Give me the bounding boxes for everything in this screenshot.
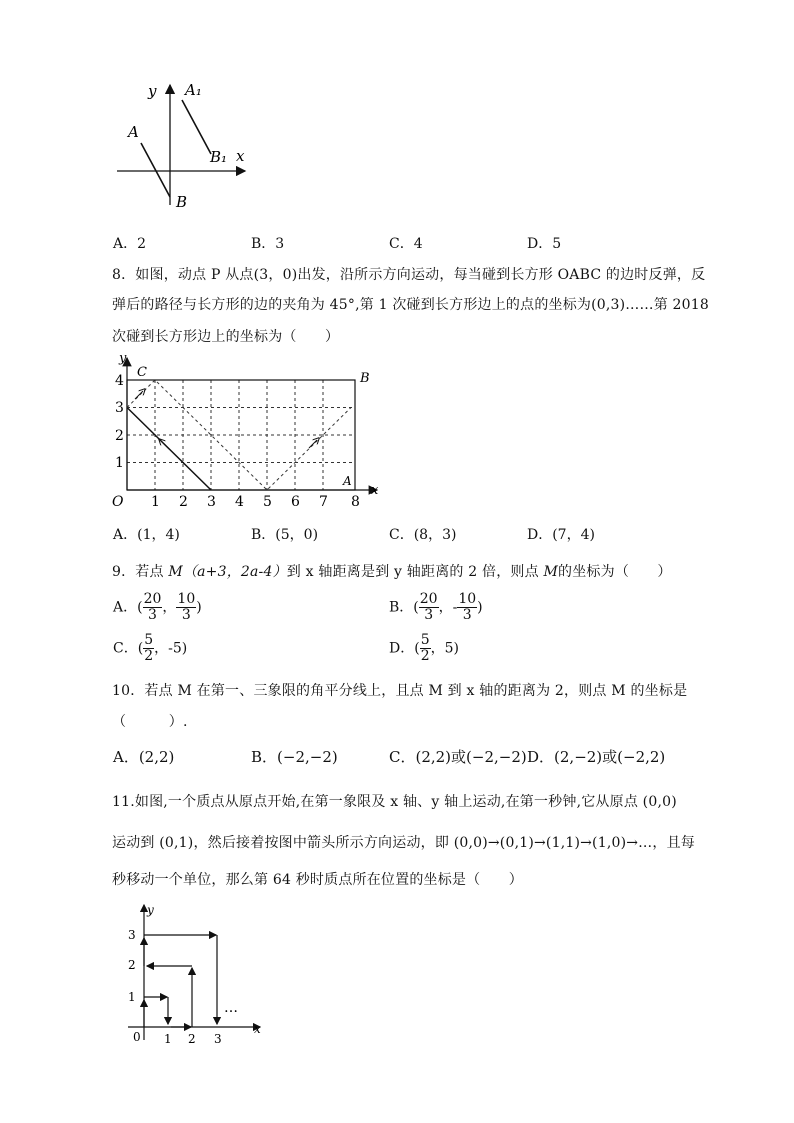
q9-text: [112, 561, 672, 581]
x-tick-7: 7: [319, 494, 328, 510]
y-label: y: [119, 351, 127, 366]
q9-b-sep: ，-: [438, 599, 458, 616]
y-tick-2: 2: [128, 958, 136, 972]
q10-option-d[interactable]: D．(2,−2)或(−2,2): [527, 748, 666, 766]
q9-a-frac1: $\frac{20}{3}$: [143, 591, 162, 623]
q10-text-line1: 10．若点 M 在第一、三象限的角平分线上，且点 M 到 x 轴的距离为 2，则点 M 的坐标是: [112, 683, 688, 699]
label-O: O: [112, 494, 124, 510]
direction-arrow-3: [309, 440, 317, 448]
x-tick-3: 3: [207, 494, 216, 510]
q8-text-line2: 弹后的路径与长方形的边的夹角为 45°,第 1 次碰到长方形边上的点的坐标为(0,3)……第 2018: [112, 297, 709, 313]
q7-figure: [112, 75, 252, 215]
x-tick-2: 2: [179, 494, 188, 510]
q10-option-c[interactable]: C．(2,2)或(−2,−2): [389, 748, 527, 766]
q11-text-line3: 秒移动一个单位，那么第 64 秒时质点所在位置的坐标是（ ）: [112, 872, 523, 888]
q9-option-b[interactable]: [389, 592, 483, 623]
q10-option-b[interactable]: B．(−2,−2): [251, 748, 338, 766]
q9-tail: 的坐标为（ ）: [558, 564, 672, 580]
q8-option-d[interactable]: D．(7，4): [527, 527, 595, 543]
q7-option-c[interactable]: C．4: [389, 236, 423, 252]
segment-A1B1: [182, 100, 211, 154]
q10-option-a[interactable]: A．(2,2): [113, 748, 175, 766]
x-tick-6: 6: [291, 494, 300, 510]
y-label: y: [147, 903, 154, 917]
q7-option-b[interactable]: B．3: [251, 236, 285, 252]
q10-text-line2: （ ）.: [112, 714, 188, 730]
label-B1: B₁: [210, 148, 228, 166]
y-tick-3: 3: [128, 928, 136, 942]
y-label: y: [148, 82, 157, 100]
q9-c-label: C．(: [113, 640, 144, 657]
q11-figure: [120, 900, 270, 1050]
direction-arrow-1: [161, 441, 169, 449]
q9-d-frac: $\frac{5}{2}$: [420, 632, 430, 664]
q9-a-frac2: $\frac{10}{3}$: [177, 591, 196, 623]
q9-option-a[interactable]: [113, 592, 202, 623]
q9-prefix: 9．若点: [112, 564, 169, 580]
segment-AB: [141, 143, 170, 197]
q9-option-c[interactable]: [113, 633, 187, 664]
direction-arrow-2: [135, 391, 143, 399]
q7-option-a[interactable]: A．2: [113, 236, 147, 252]
q9-point-m: M: [168, 564, 183, 580]
q9-c-frac: $\frac{5}{2}$: [144, 632, 154, 664]
label-A1: A₁: [185, 81, 202, 99]
q8-option-b[interactable]: B．(5，0): [251, 527, 319, 543]
x-tick-1: 1: [164, 1032, 172, 1046]
q8-option-a[interactable]: A．(1，4): [113, 527, 180, 543]
x-label: x: [254, 1022, 261, 1036]
x-tick-3: 3: [214, 1032, 222, 1046]
x-tick-4: 4: [235, 494, 244, 510]
y-tick-2: 2: [115, 428, 124, 444]
grid: [127, 380, 355, 490]
q9-b-frac2: $\frac{10}{3}$: [458, 591, 477, 623]
label-A: A: [128, 123, 139, 141]
q7-option-d[interactable]: D．5: [527, 236, 562, 252]
q9-b-label: B．(: [389, 599, 419, 616]
q9-coord: （a+3，2a-4）: [182, 564, 287, 580]
label-C: C: [137, 365, 147, 380]
x-label: x: [236, 147, 245, 165]
q11-text-line2: 运动到 (0,1)，然后接着按图中箭头所示方向运动，即 (0,0)→(0,1)→(1,1)→(1,0)→…，且每: [112, 835, 695, 851]
q9-b-frac1: $\frac{20}{3}$: [419, 591, 438, 623]
y-tick-3: 3: [115, 400, 124, 416]
label-B: B: [360, 371, 370, 386]
path-arrows: [144, 935, 217, 1027]
q8-text-line3: 次碰到长方形边上的坐标为（ ）: [112, 329, 340, 345]
x-tick-8: 8: [351, 494, 360, 510]
q9-a-close: ): [196, 599, 202, 616]
q8-text-line1: 8．如图，动点 P 从点(3，0)出发，沿所示方向运动，每当碰到长方形 OABC 的边时反弹，反: [112, 267, 706, 283]
x-tick-5: 5: [263, 494, 272, 510]
label-B: B: [176, 193, 188, 211]
y-tick-4: 4: [115, 373, 124, 389]
q9-b-close: ): [477, 599, 483, 616]
q9-c-tail: ，-5): [154, 640, 188, 657]
q9-mid: 到 x 轴距离是到 y 轴距离的 2 倍，则点: [286, 564, 544, 580]
q9-d-label: D．(: [389, 640, 420, 657]
q8-figure: [105, 350, 395, 515]
q9-d-tail: ，5): [430, 640, 459, 657]
x-tick-1: 1: [151, 494, 160, 510]
x-tick-2: 2: [188, 1032, 196, 1046]
q9-a-label: A．(: [113, 599, 143, 616]
q11-text-line1: 11.如图,一个质点从原点开始,在第一象限及 x 轴、y 轴上运动,在第一秒钟,它从原点 (0,0): [112, 794, 677, 810]
q9-point-m-2: M: [543, 564, 559, 580]
q9-a-sep: ，: [162, 599, 177, 616]
y-tick-1: 1: [115, 455, 124, 471]
ellipsis: …: [224, 1000, 238, 1016]
y-tick-1: 1: [128, 990, 136, 1004]
q8-option-c[interactable]: C．(8，3): [389, 527, 457, 543]
x-label: x: [371, 483, 379, 498]
q9-option-d[interactable]: [389, 633, 459, 664]
label-A: A: [343, 474, 352, 488]
x-tick-0: 0: [133, 1030, 141, 1044]
